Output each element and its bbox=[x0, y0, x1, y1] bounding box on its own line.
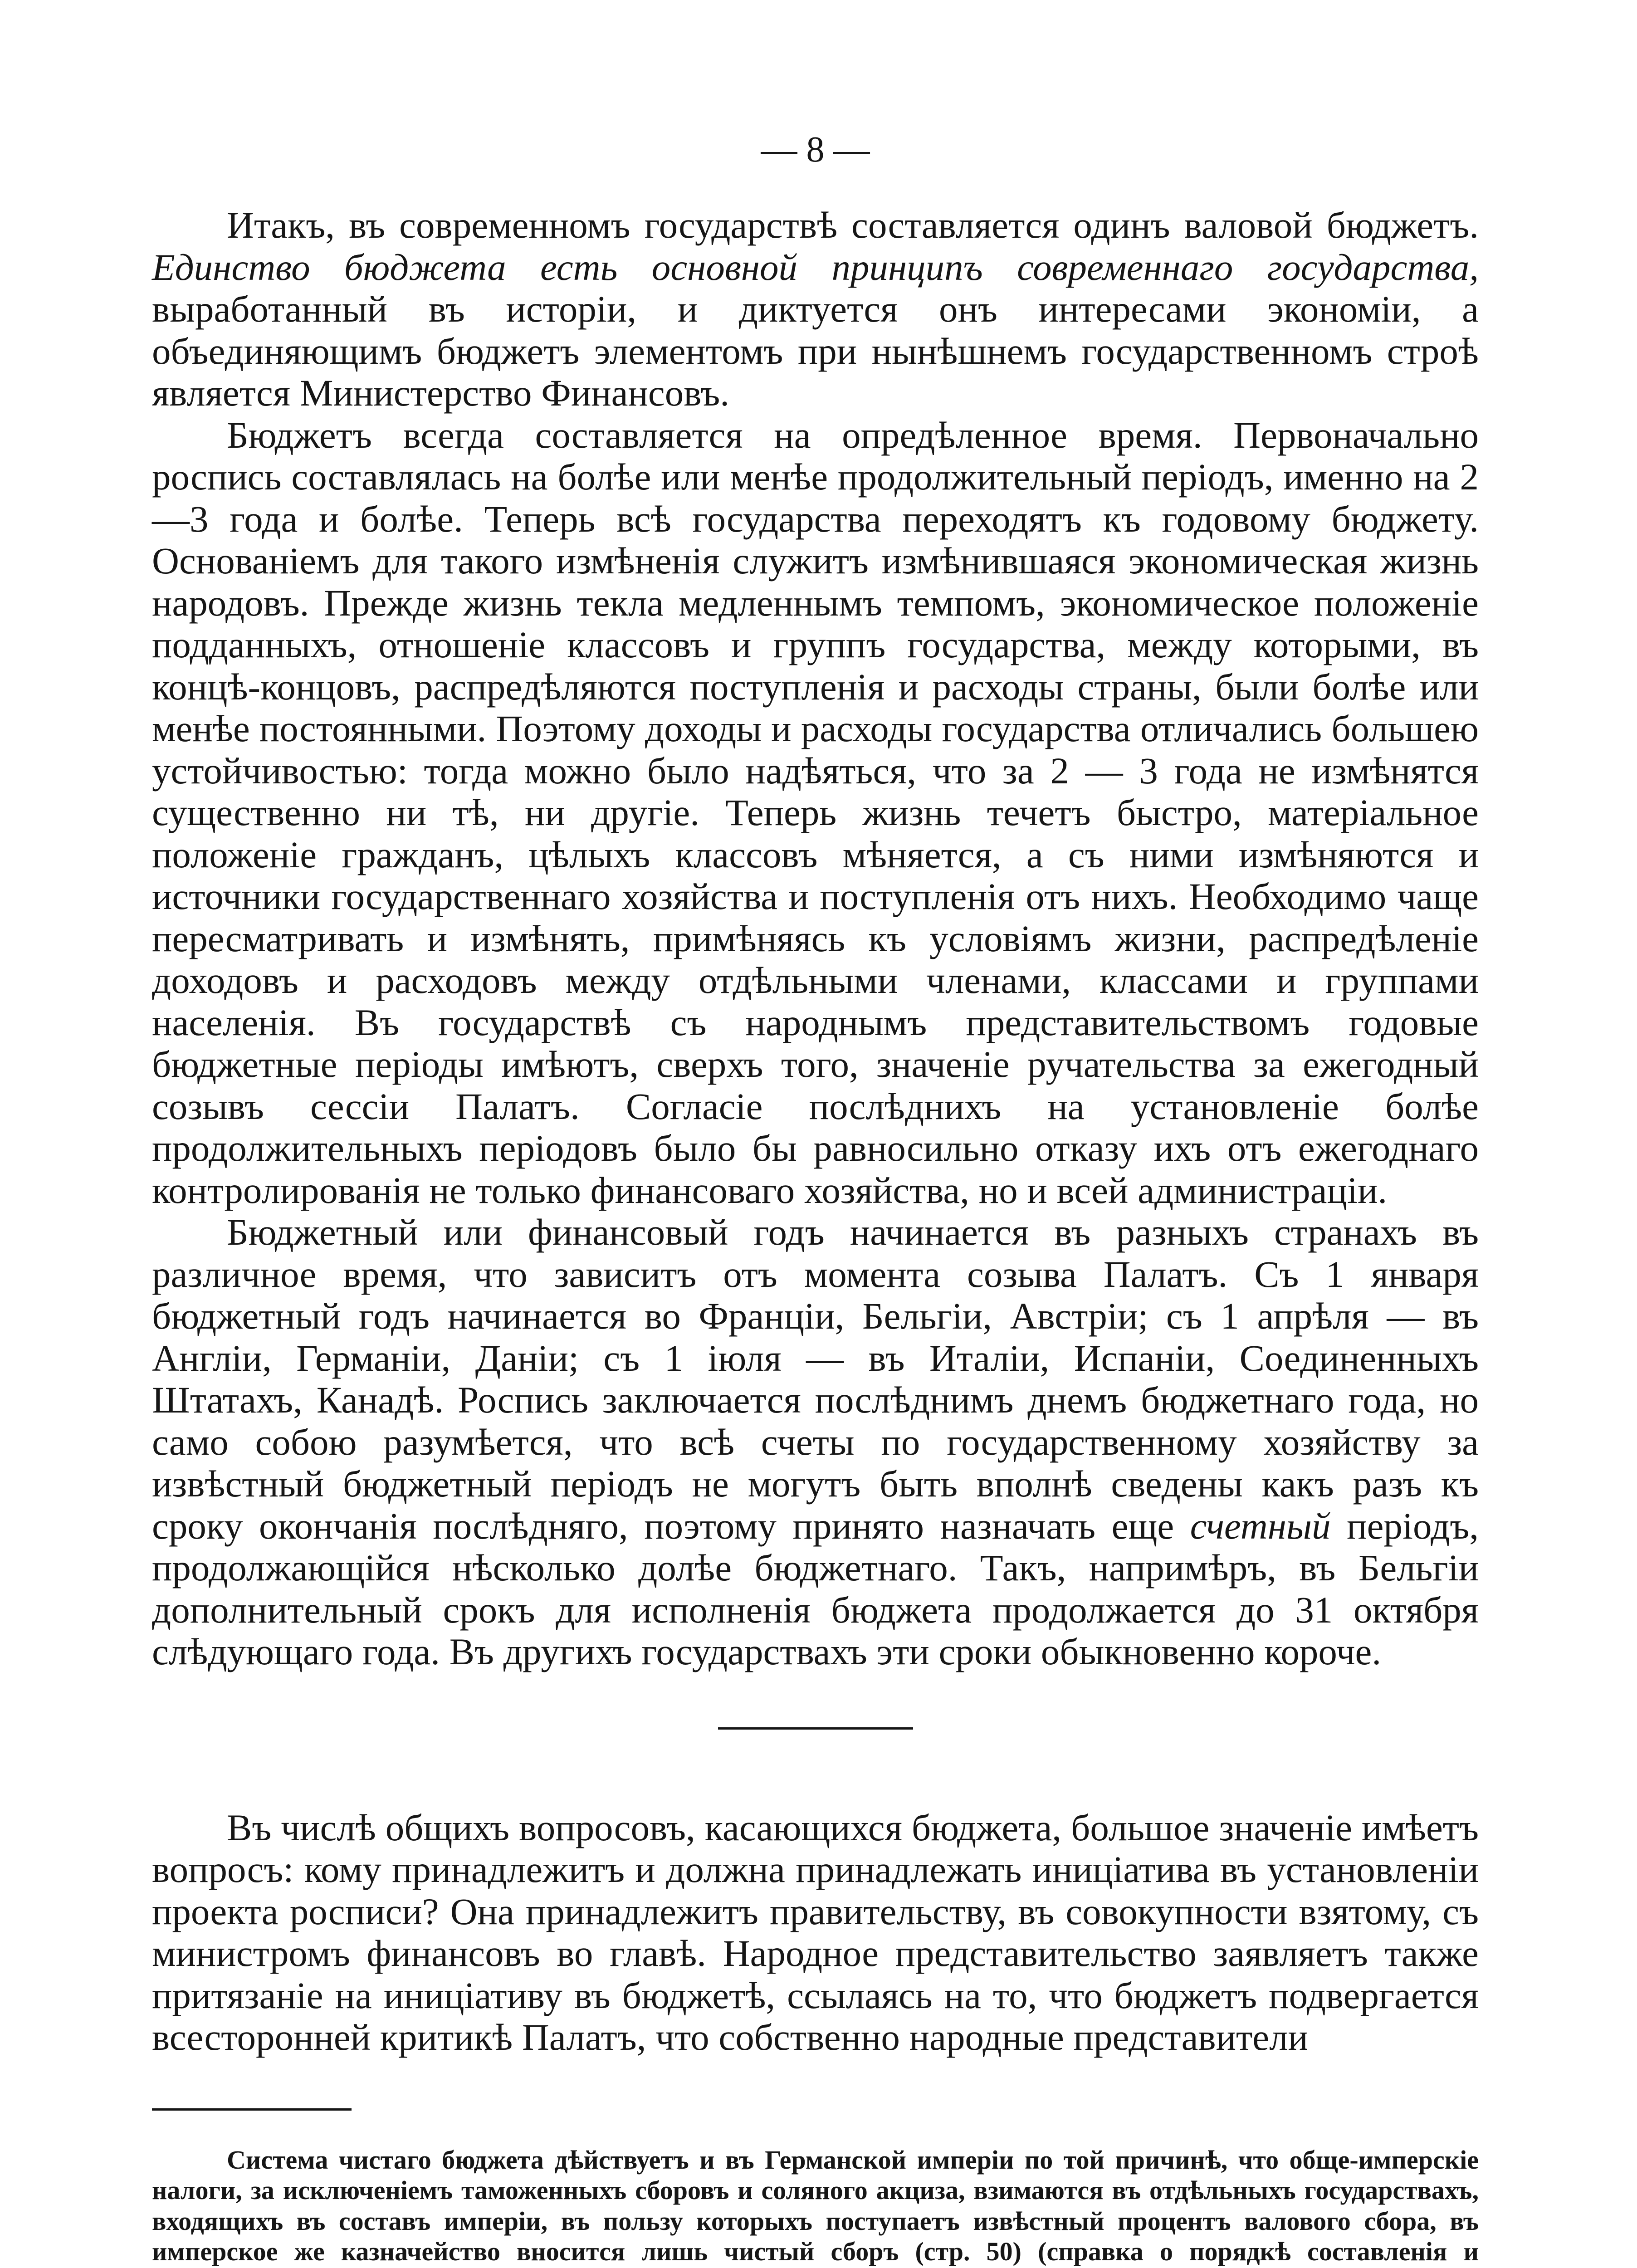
italic-term: счетный bbox=[1190, 1505, 1331, 1547]
footnote: Система чистаго бюджета дѣйствуетъ и въ Германской имперіи по той причинѣ, что обще-имперскіе налоги, за исключеніемъ таможенныхъ сборовъ и соляного акциза, взимаются въ отдѣльныхъ государствахъ, входящихъ въ составъ имперіи, въ пользу которыхъ поступаетъ извѣстный процентъ валового сбора, въ имперское же казначейство вносится лишь чистый сборъ (стр. 50) (справка о порядкѣ составленія и bbox=[152, 2145, 1479, 2266]
italic-phrase: Единство бюджета есть основной принципъ современнаго государства, bbox=[152, 246, 1479, 288]
footnote-rule bbox=[152, 2108, 352, 2111]
paragraph-fiscal-year bbox=[152, 1211, 1479, 1673]
paragraph-budget-period: Бюджетъ всегда составляется на опредѣленное время. Первоначально роспись составлялась на болѣе или менѣе продолжительный періодъ, именно на 2—3 года и болѣе. Теперь всѣ государства переходятъ къ годовому бюджету. Основаніемъ для такого измѣненія служитъ измѣнившаяся экономическая жизнь народовъ. Прежде жизнь текла медленнымъ темпомъ, экономическое положеніе подданныхъ, отношеніе классовъ и группъ государства, между которыми, въ концѣ-концовъ, распредѣляются поступленія и расходы страны, были болѣе или менѣе постоянными. Поэтому доходы и расходы государства отличались большею устойчивостью: тогда можно было надѣяться, что за 2 — 3 года не измѣнятся существенно ни тѣ, ни другіе. Теперь жизнь течетъ быстро, матеріальное положеніе гражданъ, цѣлыхъ классовъ мѣняется, а съ ними измѣняются и источники государственнаго хозяйства и поступленія отъ нихъ. Необходимо чаще пересматривать и измѣнять, примѣняясь къ условіямъ жизни, распредѣленіе доходовъ и расходовъ между отдѣльными членами, классами и группами населенія. Въ государствѣ съ народнымъ представительствомъ годовые бюджетные періоды имѣютъ, сверхъ того, значеніе ручательства за ежегодный созывъ сессіи Палатъ. Согласіе послѣднихъ на установленіе болѣе продолжительныхъ періодовъ было бы равносильно отказу ихъ отъ ежегоднаго контролированія не только финансоваго хозяйства, но и всей администраціи. bbox=[152, 414, 1479, 1211]
paragraph-text: Бюджетный или финансовый годъ начинается въ разныхъ странахъ въ различное время, что зависитъ отъ момента созыва Палатъ. Съ 1 января бюджетный годъ начинается во Франціи, Бельгіи, Австріи; съ 1 апрѣля — въ Англіи, Германіи, Даніи; съ 1 іюля — въ Италіи, Испаніи, Соединенныхъ Штатахъ, Канадѣ. Роспись заключается послѣднимъ днемъ бюджетнаго года, но само собою разумѣется, что всѣ счеты по государственному хозяйству за извѣстный бюджетный періодъ не могутъ быть вполнѣ сведены какъ разъ къ сроку окончанія послѣдняго, поэтому принято назначать еще bbox=[152, 1211, 1479, 1547]
paragraph-text: Итакъ, въ современномъ государствѣ составляется одинъ валовой бюджетъ. bbox=[227, 204, 1479, 246]
paragraph-initiative: Въ числѣ общихъ вопросовъ, касающихся бюджета, большое значеніе имѣетъ вопросъ: кому принадлежитъ и должна принадлежать иниціатива въ установленіи проекта росписи? Она принадлежитъ правительству, въ совокупности взятому, съ министромъ финансовъ во главѣ. Народное представительство заявляетъ также притязаніе на иниціативу въ бюджетѣ, ссылаясь на то, что бюджетъ подвергается всесторонней критикѣ Палатъ, что собственно народные представители bbox=[152, 1806, 1479, 2058]
section-divider bbox=[718, 1727, 913, 1730]
page-number: — 8 — bbox=[761, 130, 870, 170]
paragraph-text: выработанный въ исторіи, и диктуется онъ интересами экономіи, а объединяющимъ бюджетъ элементомъ при нынѣшнемъ государственномъ строѣ является Министерство Финансовъ. bbox=[152, 288, 1479, 414]
paragraph-budget-unity bbox=[152, 204, 1479, 414]
document-page bbox=[152, 127, 1479, 2268]
paragraph-text: періодъ, продолжающійся нѣсколько долѣе бюджетнаго. Такъ, напримѣръ, въ Бельгіи дополнительный срокъ для исполненія бюджета продолжается до 31 октября слѣдующаго года. Въ другихъ государствахъ эти сроки обыкновенно короче. bbox=[152, 1505, 1479, 1672]
